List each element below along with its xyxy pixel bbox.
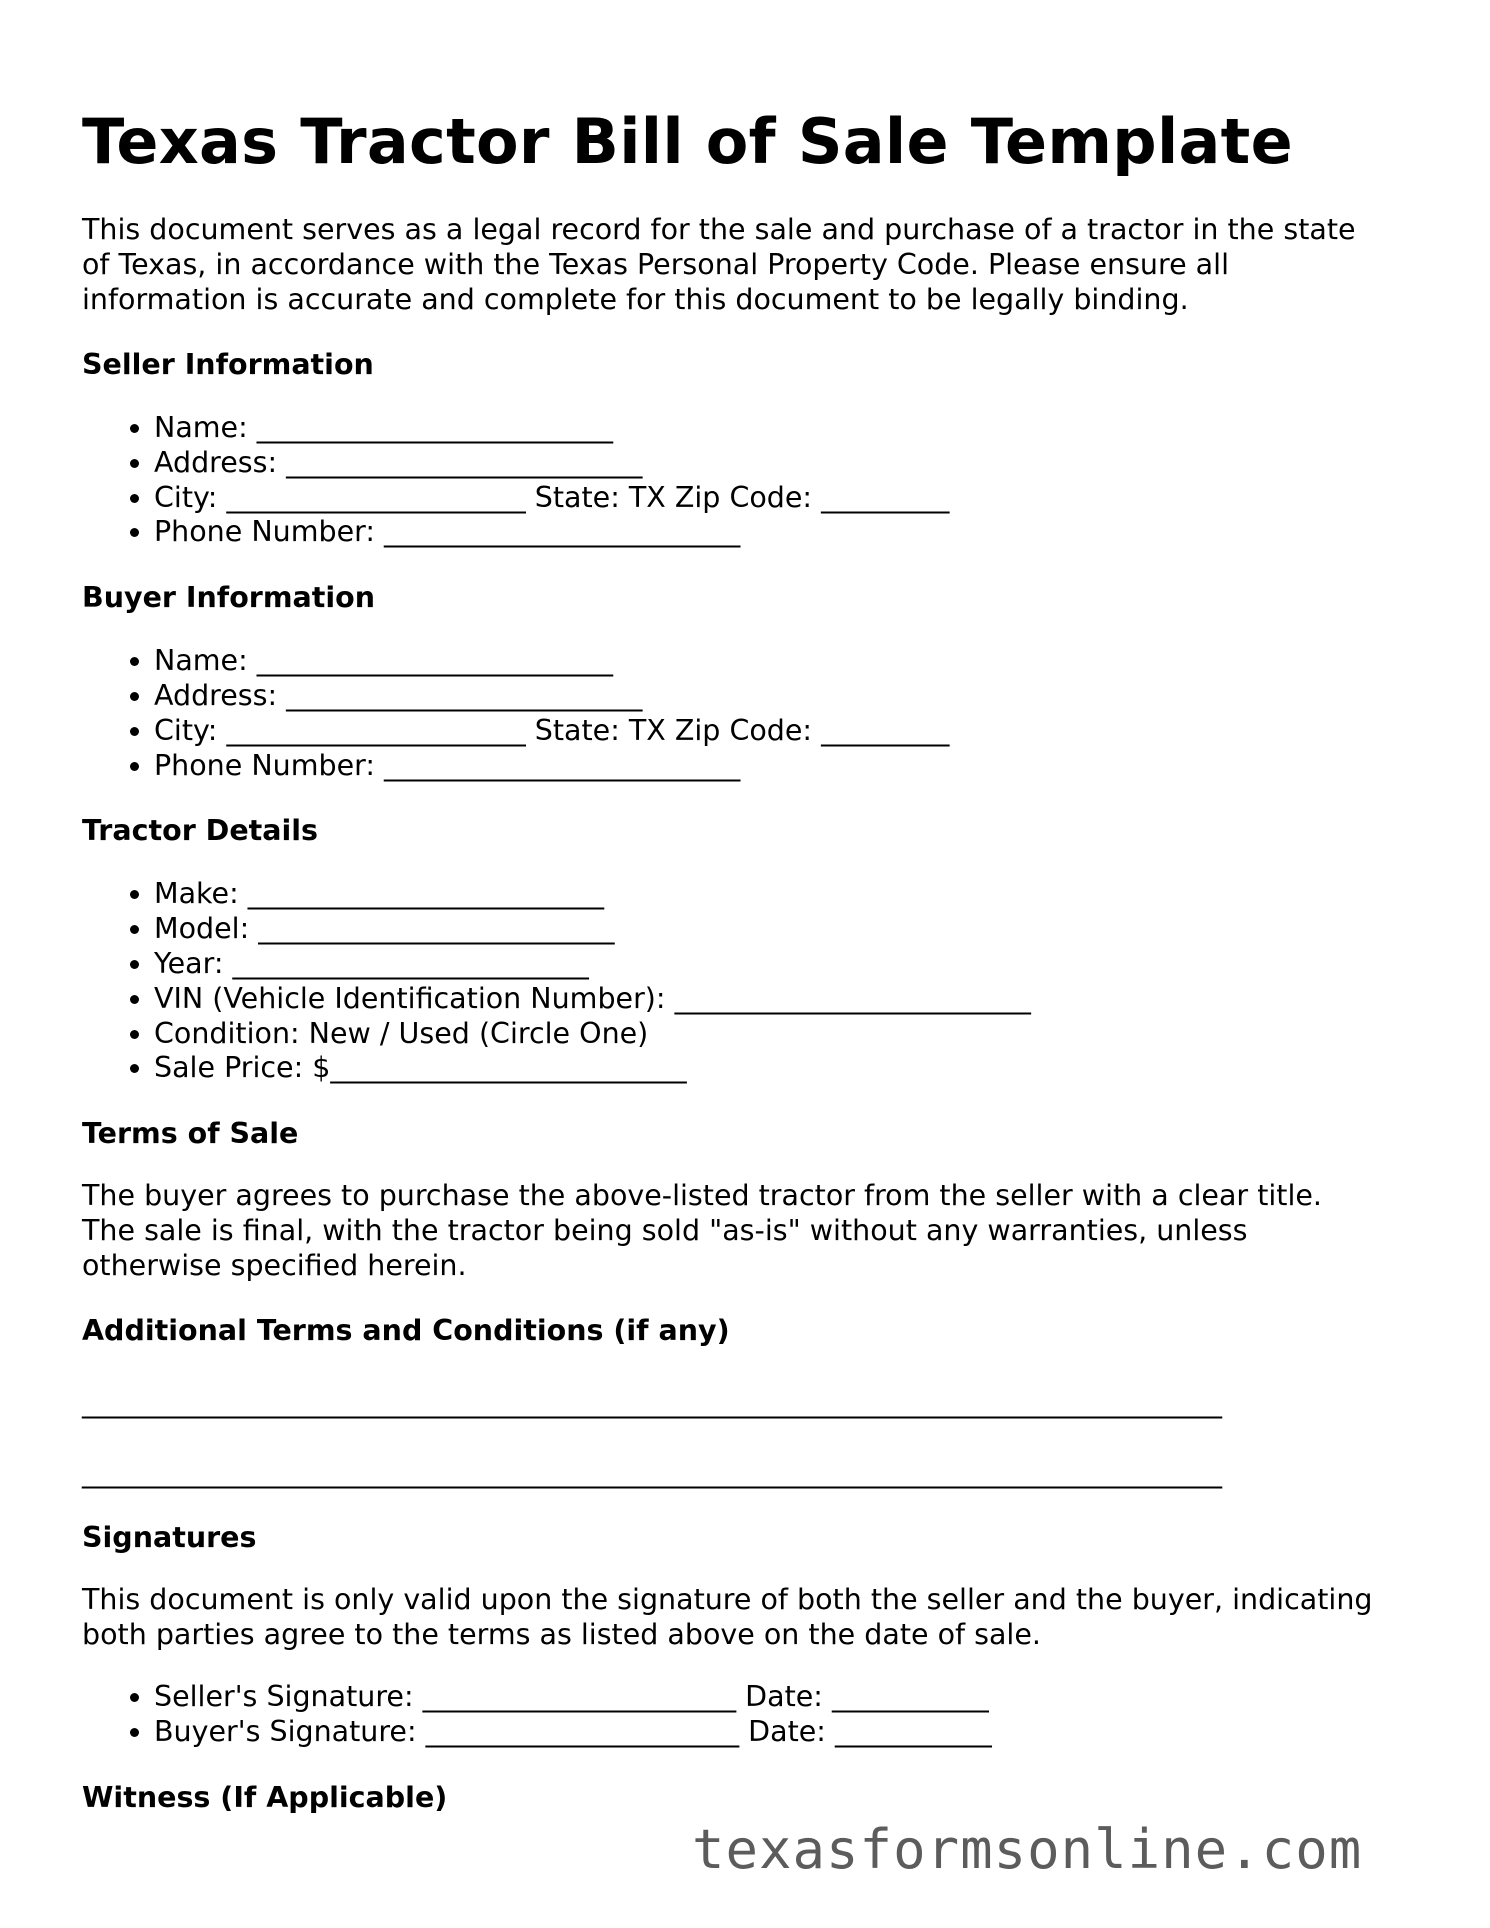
seller-name-field: • Name: _________________________ (154, 411, 1412, 446)
seller-field-list (82, 411, 1412, 550)
site-watermark: texasformsonline.com (692, 1818, 1363, 1881)
tractor-heading: Tractor Details (82, 814, 319, 848)
terms-paragraph: The buyer agrees to purchase the above-listed tractor from the seller with a clear title. The sale is final, with the tractor being sold "as-is" without any warranties, unless otherwise specified herein. (82, 1179, 1322, 1283)
tractor-condition-field: • Condition: New / Used (Circle One) (154, 1017, 1412, 1052)
buyer-heading: Buyer Information (82, 581, 376, 615)
seller-address-field: • Address: _________________________ (154, 446, 1412, 481)
witness-heading: Witness (If Applicable) (82, 1780, 448, 1814)
tractor-year-field: • Year: _________________________ (154, 947, 1412, 982)
seller-heading: Seller Information (82, 348, 374, 381)
buyer-city-state-zip-field: • City: _____________________ State: TX Zip Code: _________ (154, 714, 1412, 749)
buyer-name-field: • Name: _________________________ (154, 644, 1412, 679)
terms-heading: Terms of Sale (82, 1117, 299, 1151)
intro-paragraph: This document serves as a legal record for the sale and purchase of a tractor in the state of Texas, in accordance with the Texas Personal Property Code. Please ensure all information is accurate and complete for this document to be legally binding. (82, 213, 1356, 316)
buyer-address-field: • Address: _________________________ (154, 679, 1412, 714)
additional-terms-heading: Additional Terms and Conditions (if any) (82, 1314, 730, 1348)
additional-terms-line: ________________________________________________________________________________ (82, 1386, 1222, 1420)
signatures-heading: Signatures (82, 1521, 257, 1555)
tractor-model-field: • Model: _________________________ (154, 912, 1412, 947)
tractor-field-list (82, 877, 1412, 1086)
buyer-field-list (82, 644, 1412, 783)
signature-field-list (82, 1680, 1412, 1750)
seller-city-state-zip-field: • City: _____________________ State: TX Zip Code: _________ (154, 481, 1412, 516)
document-title: Texas Tractor Bill of Sale Template (82, 105, 1293, 178)
document-content (82, 98, 1412, 1816)
seller-signature-field: • Seller's Signature: ______________________ Date: ___________ (154, 1680, 1412, 1715)
seller-phone-field: • Phone Number: _________________________ (154, 515, 1412, 550)
tractor-make-field: • Make: _________________________ (154, 877, 1412, 912)
buyer-signature-field: • Buyer's Signature: ______________________ Date: ___________ (154, 1715, 1412, 1750)
additional-terms-line: ________________________________________________________________________________ (82, 1456, 1222, 1490)
signatures-paragraph: This document is only valid upon the signature of both the seller and the buyer, indicating both parties agree to the terms as listed above on the date of sale. (82, 1583, 1373, 1652)
buyer-phone-field: • Phone Number: _________________________ (154, 749, 1412, 784)
tractor-sale-price-field: • Sale Price: $_________________________ (154, 1051, 1412, 1086)
tractor-vin-field: • VIN (Vehicle Identification Number): _________________________ (154, 982, 1412, 1017)
